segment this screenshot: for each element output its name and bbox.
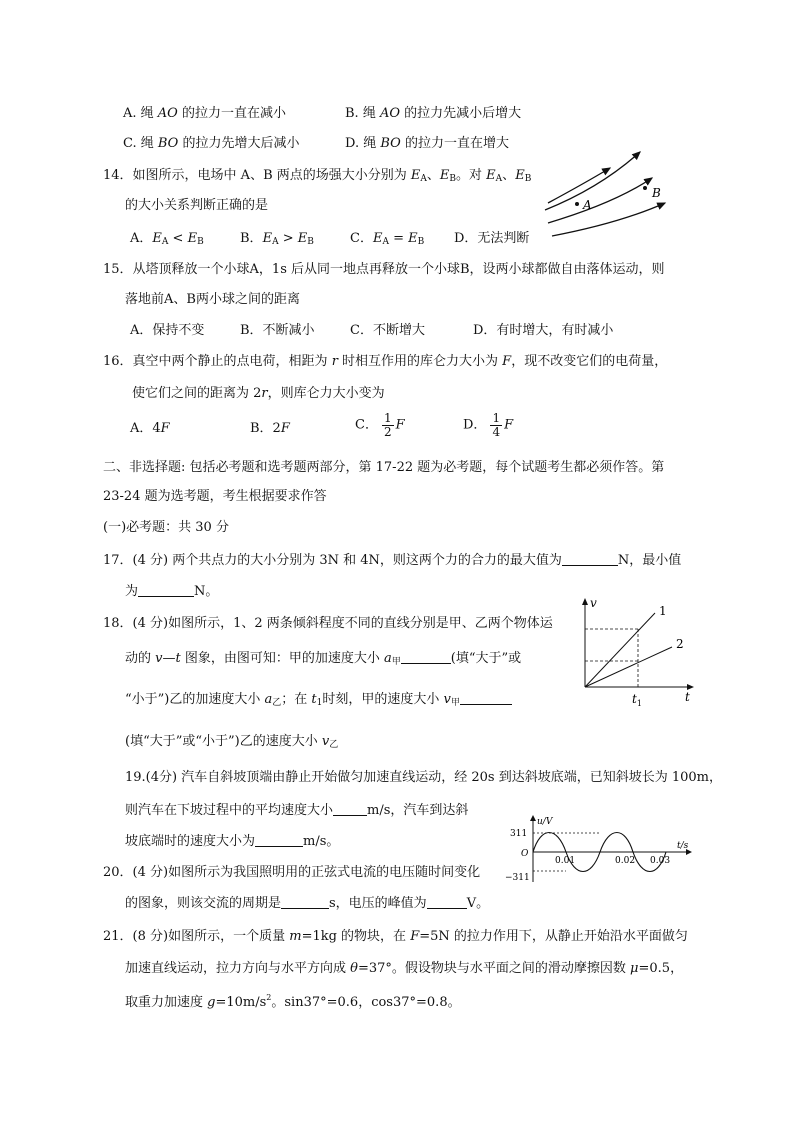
line-2-label: 2 [676, 637, 684, 651]
q19-line1: 19.(4分) 汽车自斜坡顶端由静止开始做匀加速直线运动，经 20s 到达斜坡底端，已知斜坡长为 100m， [125, 770, 722, 785]
q13-option-c: C. 绳 BO 的拉力先增大后减小 [123, 136, 300, 151]
q17-line1: 17．(4 分) 两个共点力的大小分别为 3N 和 4N，则这两个力的合力的最大值为 N，最小值 [103, 553, 682, 568]
q19-blank-avg-speed[interactable] [333, 803, 367, 816]
line-1-label: 1 [659, 604, 667, 618]
q14-option-d: D．无法判断 [454, 231, 530, 246]
t-axis-label-s: t/s [677, 841, 689, 851]
section2-line1: 二、非选择题: 包括必考题和选考题两部分，第 17-22 题为必考题，每个试题考生都必须作答。第 [103, 460, 665, 475]
q15-option-a: A．保持不变 [130, 323, 205, 338]
t1-label: $t_1$ [632, 692, 642, 708]
u-axis-label: u/V [537, 817, 553, 827]
field-line-1 [548, 168, 610, 203]
q19-line3: 坡底端时的速度大小为 m/s。 [125, 834, 340, 849]
q13-option-b: B. 绳 AO 的拉力先减小后增大 [345, 106, 522, 121]
q14-option-a: A．$E_A < E_B$ [130, 231, 204, 247]
q18-line3: “小于”)乙的加速度大小 $a_乙$；在 $t_1$时刻，甲的速度大小 $v_甲$ [125, 692, 512, 708]
q16-option-a: A．4F [130, 421, 170, 436]
q20-line1: 20．(4 分)如图所示为我国照明用的正弦式电流的电压随时间变化 [103, 865, 481, 880]
q17-blank-max[interactable] [562, 553, 618, 566]
q13-option-d: D. 绳 BO 的拉力一直在增大 [345, 136, 509, 151]
q18-blank-velocity[interactable] [460, 692, 512, 705]
label-a: A [583, 198, 592, 212]
q18-vt-graph [575, 595, 700, 715]
q21-line1: 21．(8 分)如图所示，一个质量 m=1kg 的物块，在 F=5N 的拉力作用下，从静止开始沿水平面做匀 [103, 929, 688, 944]
q20-line2: 的图象，则该交流的周期是 s，电压的峰值为 V。 [125, 896, 490, 911]
q18-line4: (填“大于”或“小于”)乙的速度大小 $v_乙$ [125, 734, 339, 750]
line-1 [585, 613, 655, 687]
q17-line2: 为 N。 [125, 584, 219, 599]
q14-stem-line1: 14．如图所示，电场中 A、B 两点的场强大小分别为 $E_A$、$E_B$。对 $E_A$、$E_B$ [103, 168, 532, 184]
t-axis-label: t [685, 690, 690, 704]
q19-line2: 则汽车在下坡过程中的平均速度大小 m/s，汽车到达斜 [125, 803, 469, 818]
q14-option-c: C．$E_A = E_B$ [350, 231, 425, 247]
q18-line1: 18．(4 分)如图所示，1、2 两条倾斜程度不同的直线分别是甲、乙两个物体运 [103, 616, 553, 631]
tick-311: 311 [510, 829, 528, 839]
section2-subheading: (一)必考题：共 30 分 [103, 520, 229, 535]
q18-line2: 动的 v—t 图象，由图可知：甲的加速度大小 $a_甲$ (填“大于”或 [125, 651, 522, 667]
q15-stem-line1: 15．从塔顶释放一个小球A，1s 后从同一地点再释放一个小球B，设两小球都做自由落体运动，则 [103, 262, 665, 277]
field-line-3 [548, 178, 652, 223]
section2-line2: 23-24 题为选考题，考生根据要求作答 [103, 489, 327, 504]
v-axis-label: v [590, 596, 597, 610]
tick-001: 0.01 [555, 856, 576, 866]
tick-origin: O [521, 849, 529, 859]
q15-option-c: C．不断增大 [350, 323, 425, 338]
q16-stem-line1: 16．真空中两个静止的点电荷，相距为 r 时相互作用的库仑力大小为 F，现不改变它们的电荷量， [103, 354, 668, 369]
q16-option-d: D． $\frac{1}{4}$ F [463, 411, 514, 439]
tick-neg311: −311 [505, 873, 530, 883]
field-line-4 [552, 203, 665, 236]
q16-stem-line2: 使它们之间的距离为 2r，则库仑力大小变为 [132, 386, 385, 401]
q14-field-figure [540, 148, 670, 243]
q14-stem-line2: 的大小关系判断正确的是 [125, 198, 269, 213]
q20-blank-period[interactable] [281, 896, 329, 909]
tick-003: 0.03 [650, 856, 671, 866]
point-a [575, 202, 579, 206]
tick-002: 0.02 [615, 856, 636, 866]
q18-blank-accel[interactable] [401, 651, 451, 664]
q16-option-c: C． $\frac{1}{2}$ F [355, 411, 405, 439]
q21-line2: 加速直线运动，拉力方向与水平方向成 θ=37°。假设物块与水平面之间的滑动摩擦因数 μ=0.5， [125, 961, 684, 976]
q14-option-b: B．$E_A > E_B$ [240, 231, 314, 247]
q13-option-a: A. 绳 AO 的拉力一直在减小 [123, 106, 286, 121]
q20-voltage-graph [505, 812, 695, 884]
field-line-2 [545, 152, 640, 210]
line-2 [585, 647, 672, 687]
q15-stem-line2: 落地前A、B两小球之间的距离 [125, 292, 300, 307]
q20-blank-peak[interactable] [427, 896, 467, 909]
q16-option-b: B．2F [250, 421, 290, 436]
q17-blank-min[interactable] [138, 584, 194, 597]
q15-option-b: B．不断减小 [240, 323, 315, 338]
q15-option-d: D．有时增大，有时减小 [473, 323, 614, 338]
label-b: B [652, 186, 661, 200]
q21-line3: 取重力加速度 $g=10m/s^2$。sin37°=0.6，cos37°=0.8。 [125, 993, 461, 1010]
q19-blank-final-speed[interactable] [255, 834, 303, 847]
point-b [643, 186, 647, 190]
